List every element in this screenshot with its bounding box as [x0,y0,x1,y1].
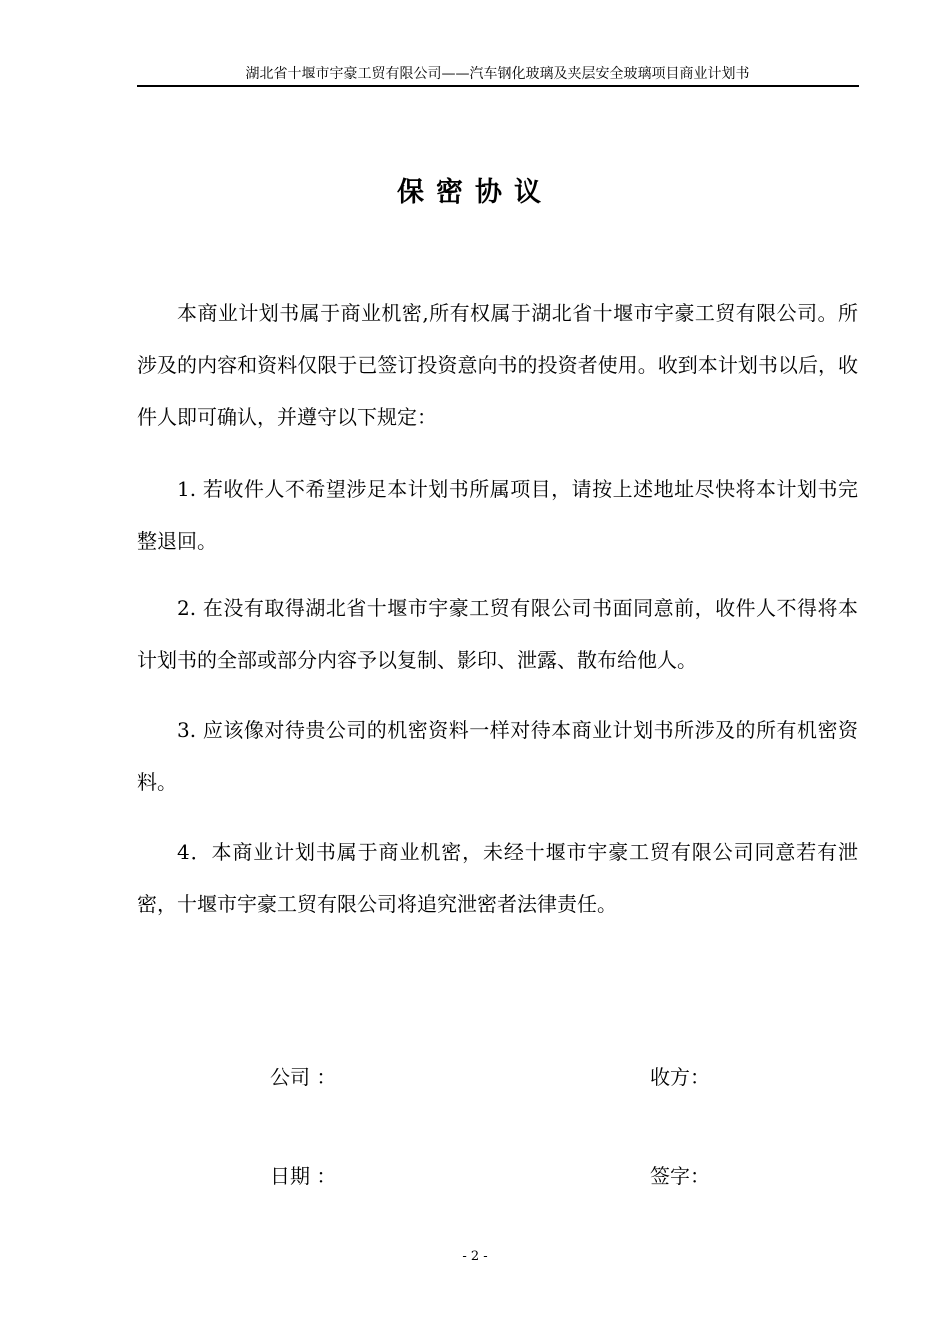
document-title: 保密协议 [397,177,553,208]
header-divider [137,85,859,87]
clause-4: 4．本商业计划书属于商业机密，未经十堰市宇豪工贸有限公司同意若有泄密，十堰市宇豪工贸有限公司将追究泄密者法律责任。 [137,840,858,916]
date-label: 日期 ： [270,1164,337,1188]
intro-paragraph: 本商业计划书属于商业机密,所有权属于湖北省十堰市宇豪工贸有限公司。所涉及的内容和资料仅限于已签订投资意向书的投资者使用。收到本计划书以后，收件人即可确认，并遵守以下规定： [137,301,858,429]
company-label: 公司 ： [270,1065,337,1089]
clause-3: 3. 应该像对待贵公司的机密资料一样对待本商业计划书所涉及的所有机密资料。 [137,718,858,794]
clause-1: 1. 若收件人不希望涉足本计划书所属项目，请按上述地址尽快将本计划书完整退回。 [137,477,858,553]
recipient-label: 收方： [650,1065,710,1089]
clause-2: 2. 在没有取得湖北省十堰市宇豪工贸有限公司书面同意前，收件人不得将本计划书的全部或部分内容予以复制、影印、泄露、散布给他人。 [137,596,858,672]
page-number: - 2 - [462,1249,488,1264]
running-header: 湖北省十堰市宇豪工贸有限公司——汽车钢化玻璃及夹层安全玻璃项目商业计划书 [245,66,750,82]
sign-label: 签字： [650,1164,710,1188]
